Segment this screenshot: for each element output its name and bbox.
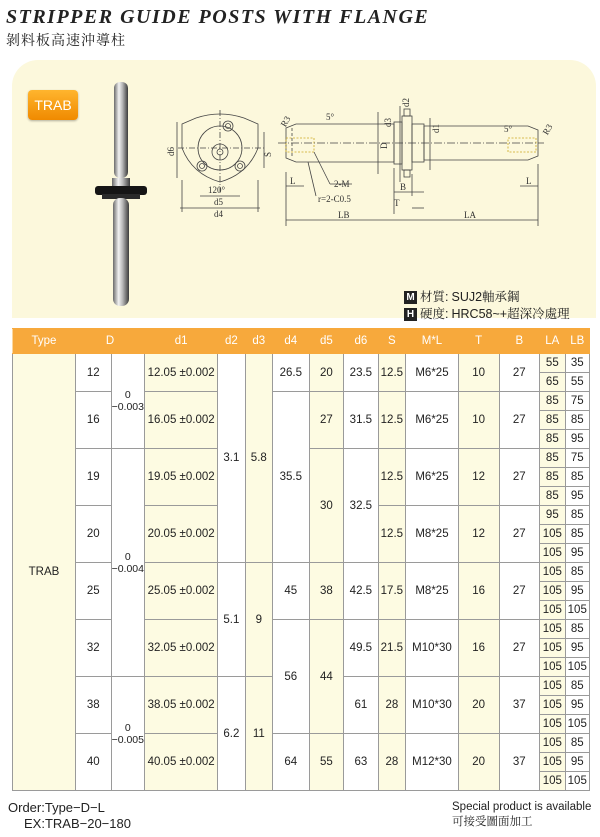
table-row: [13, 392, 590, 411]
cell-t: 16: [458, 563, 499, 620]
header-d: D: [75, 329, 144, 354]
material-key-icon: M: [404, 291, 417, 304]
header-la: LA: [540, 329, 565, 354]
cell-lb: 85: [565, 620, 589, 639]
cell-b: 27: [499, 392, 540, 449]
hardness-key-icon: H: [404, 308, 417, 321]
cell-la: 65: [540, 373, 565, 392]
tolerance-cell: 0 −0.004: [111, 449, 145, 677]
cell-d3: 11: [245, 677, 272, 791]
cell-b: 27: [499, 620, 540, 677]
cell-la: 105: [540, 696, 565, 715]
cell-la: 85: [540, 430, 565, 449]
cell-d5: 27: [309, 392, 344, 449]
cell-la: 85: [540, 468, 565, 487]
cell-lb: 105: [565, 601, 589, 620]
cell-la: 105: [540, 639, 565, 658]
cell-t: 16: [458, 620, 499, 677]
label-d1: d1: [431, 124, 441, 133]
header-ml: M*L: [406, 329, 459, 354]
cell-d6: 23.5: [344, 354, 379, 392]
cell-D: 19: [75, 449, 111, 506]
cell-d4: 56: [273, 620, 310, 734]
header-t: T: [458, 329, 499, 354]
cell-d1: 32.05 ±0.002: [145, 620, 218, 677]
cell-d1: 16.05 ±0.002: [145, 392, 218, 449]
cell-d1: 38.05 ±0.002: [145, 677, 218, 734]
header-d4: d4: [273, 329, 310, 354]
cell-lb: 85: [565, 677, 589, 696]
cell-lb: 85: [565, 506, 589, 525]
cell-d4: 26.5: [273, 354, 310, 392]
header-s: S: [378, 329, 405, 354]
table-row: [13, 620, 590, 639]
cell-d1: 19.05 ±0.002: [145, 449, 218, 506]
cell-t: 12: [458, 506, 499, 563]
label-b: B: [400, 182, 407, 192]
cell-b: 27: [499, 449, 540, 506]
cell-d2: 6.2: [218, 677, 245, 791]
label-d4: d4: [214, 209, 223, 219]
hardness-value: HRC58~+超深冷處理: [451, 307, 570, 321]
cell-t: 10: [458, 392, 499, 449]
page-subtitle: 剝料板高速沖導柱: [6, 32, 126, 48]
cell-d4: 45: [273, 563, 310, 620]
table-row: [13, 354, 590, 373]
cell-d6: 31.5: [344, 392, 379, 449]
cell-d2: 5.1: [218, 563, 245, 677]
cell-lb: 95: [565, 696, 589, 715]
cell-lb: 75: [565, 392, 589, 411]
cell-la: 85: [540, 487, 565, 506]
label-s: S: [263, 151, 273, 157]
label-r3-right: R3: [540, 122, 555, 137]
material-spec: [404, 289, 570, 323]
cell-b: 27: [499, 354, 540, 392]
label-l-right: L: [526, 176, 532, 186]
cell-la: 105: [540, 544, 565, 563]
cell-ml: M8*25: [406, 506, 459, 563]
table-header-row: [13, 329, 590, 354]
cell-d5: 44: [309, 620, 344, 734]
cell-la: 105: [540, 715, 565, 734]
special-note: [452, 800, 591, 830]
label-lb: LB: [338, 210, 350, 220]
spec-table: [12, 328, 590, 791]
cell-lb: 95: [565, 753, 589, 772]
material-value: SUJ2軸承鋼: [451, 290, 520, 304]
cell-lb: 95: [565, 639, 589, 658]
cell-ml: M6*25: [406, 392, 459, 449]
header-type: Type: [13, 329, 76, 354]
cell-la: 55: [540, 354, 565, 373]
order-format: Order:Type−D−L: [8, 800, 105, 815]
order-example: EX:TRAB−20−180: [24, 816, 131, 831]
cell-lb: 85: [565, 525, 589, 544]
cell-lb: 95: [565, 544, 589, 563]
cell-la: 85: [540, 392, 565, 411]
header-d2: d2: [218, 329, 245, 354]
cell-t: 20: [458, 677, 499, 734]
cell-s: 12.5: [378, 506, 405, 563]
cell-d5: 20: [309, 354, 344, 392]
cell-lb: 95: [565, 430, 589, 449]
cell-la: 105: [540, 677, 565, 696]
cell-lb: 85: [565, 411, 589, 430]
cell-la: 105: [540, 620, 565, 639]
cell-la: 95: [540, 506, 565, 525]
label-r2: r=2-C0.5: [318, 194, 351, 204]
header-b: B: [499, 329, 540, 354]
cell-ml: M6*25: [406, 354, 459, 392]
cell-d3: 9: [245, 563, 272, 677]
page-title: STRIPPER GUIDE POSTS WITH FLANGE: [6, 6, 430, 28]
label-d2: d2: [401, 98, 411, 107]
cell-ml: M10*30: [406, 620, 459, 677]
cell-lb: 85: [565, 563, 589, 582]
cell-la: 105: [540, 753, 565, 772]
cell-d5: 30: [309, 449, 344, 563]
cell-la: 105: [540, 582, 565, 601]
cell-t: 20: [458, 734, 499, 791]
cell-ml: M10*30: [406, 677, 459, 734]
cell-d1: 20.05 ±0.002: [145, 506, 218, 563]
cell-b: 27: [499, 563, 540, 620]
header-d6: d6: [344, 329, 379, 354]
cell-s: 12.5: [378, 354, 405, 392]
cell-D: 38: [75, 677, 111, 734]
label-d6: d6: [166, 147, 176, 156]
type-badge: TRAB: [28, 90, 78, 120]
cell-d3: 5.8: [245, 354, 272, 563]
cell-d6: 63: [344, 734, 379, 791]
cell-lb: 95: [565, 582, 589, 601]
header-d5: d5: [309, 329, 344, 354]
cell-lb: 95: [565, 487, 589, 506]
table-row: [13, 734, 590, 753]
label-angle: 120°: [208, 185, 226, 195]
cell-b: 37: [499, 677, 540, 734]
cell-lb: 85: [565, 468, 589, 487]
label-t: T: [394, 198, 400, 208]
cell-d4: 64: [273, 734, 310, 791]
cell-lb: 55: [565, 373, 589, 392]
cell-ml: M12*30: [406, 734, 459, 791]
cell-lb: 105: [565, 658, 589, 677]
cell-la: 105: [540, 601, 565, 620]
hardness-label: 硬度:: [420, 307, 449, 321]
cell-s: 12.5: [378, 449, 405, 506]
cell-s: 12.5: [378, 392, 405, 449]
cell-d6: 42.5: [344, 563, 379, 620]
label-la: LA: [464, 210, 476, 220]
cell-lb: 35: [565, 354, 589, 373]
cell-d1: 12.05 ±0.002: [145, 354, 218, 392]
label-d5: d5: [214, 197, 223, 207]
cell-D: 32: [75, 620, 111, 677]
cell-s: 21.5: [378, 620, 405, 677]
cell-D: 20: [75, 506, 111, 563]
table-row: [13, 563, 590, 582]
cell-t: 10: [458, 354, 499, 392]
guide-post-photo: [90, 80, 150, 312]
cell-d6: 49.5: [344, 620, 379, 677]
cell-la: 105: [540, 563, 565, 582]
cell-ml: M6*25: [406, 449, 459, 506]
cell-d1: 25.05 ±0.002: [145, 563, 218, 620]
order-info: [8, 800, 131, 832]
material-label: 材質:: [420, 290, 449, 304]
cell-s: 28: [378, 677, 405, 734]
cell-d5: 55: [309, 734, 344, 791]
special-note-en: Special product is available: [452, 801, 592, 813]
cell-la: 105: [540, 772, 565, 791]
cell-la: 105: [540, 734, 565, 753]
label-5deg-right: 5°: [504, 124, 513, 134]
cell-d6: 32.5: [344, 449, 379, 563]
tolerance-cell: 0 −0.003: [111, 354, 145, 449]
cell-d1: 40.05 ±0.002: [145, 734, 218, 791]
label-d3: d3: [383, 118, 393, 127]
cell-D: 12: [75, 354, 111, 392]
cell-lb: 105: [565, 772, 589, 791]
cell-t: 12: [458, 449, 499, 506]
cell-la: 85: [540, 449, 565, 468]
cell-lb: 85: [565, 734, 589, 753]
cell-b: 27: [499, 506, 540, 563]
label-5deg-left: 5°: [326, 112, 335, 122]
label-d: D: [379, 142, 389, 149]
cell-d2: 3.1: [218, 354, 245, 563]
header-lb: LB: [565, 329, 589, 354]
cell-lb: 75: [565, 449, 589, 468]
cell-ml: M8*25: [406, 563, 459, 620]
label-l-left: L: [290, 176, 296, 186]
cell-la: 85: [540, 411, 565, 430]
cell-s: 28: [378, 734, 405, 791]
cell-D: 16: [75, 392, 111, 449]
cell-b: 37: [499, 734, 540, 791]
type-cell: TRAB: [13, 354, 76, 791]
special-note-zh: 可接受圖面加工: [452, 816, 533, 828]
cell-D: 40: [75, 734, 111, 791]
cell-d5: 38: [309, 563, 344, 620]
cell-d6: 61: [344, 677, 379, 734]
cell-D: 25: [75, 563, 111, 620]
cell-s: 17.5: [378, 563, 405, 620]
cell-la: 105: [540, 525, 565, 544]
cell-d4: 35.5: [273, 392, 310, 563]
label-2m: 2-M: [334, 179, 350, 189]
cell-lb: 105: [565, 715, 589, 734]
label-r3-left: R3: [278, 114, 293, 129]
cell-la: 105: [540, 658, 565, 677]
header-d1: d1: [145, 329, 218, 354]
technical-drawing: [168, 92, 580, 234]
tolerance-cell: 0 −0.005: [111, 677, 145, 791]
header-d3: d3: [245, 329, 272, 354]
